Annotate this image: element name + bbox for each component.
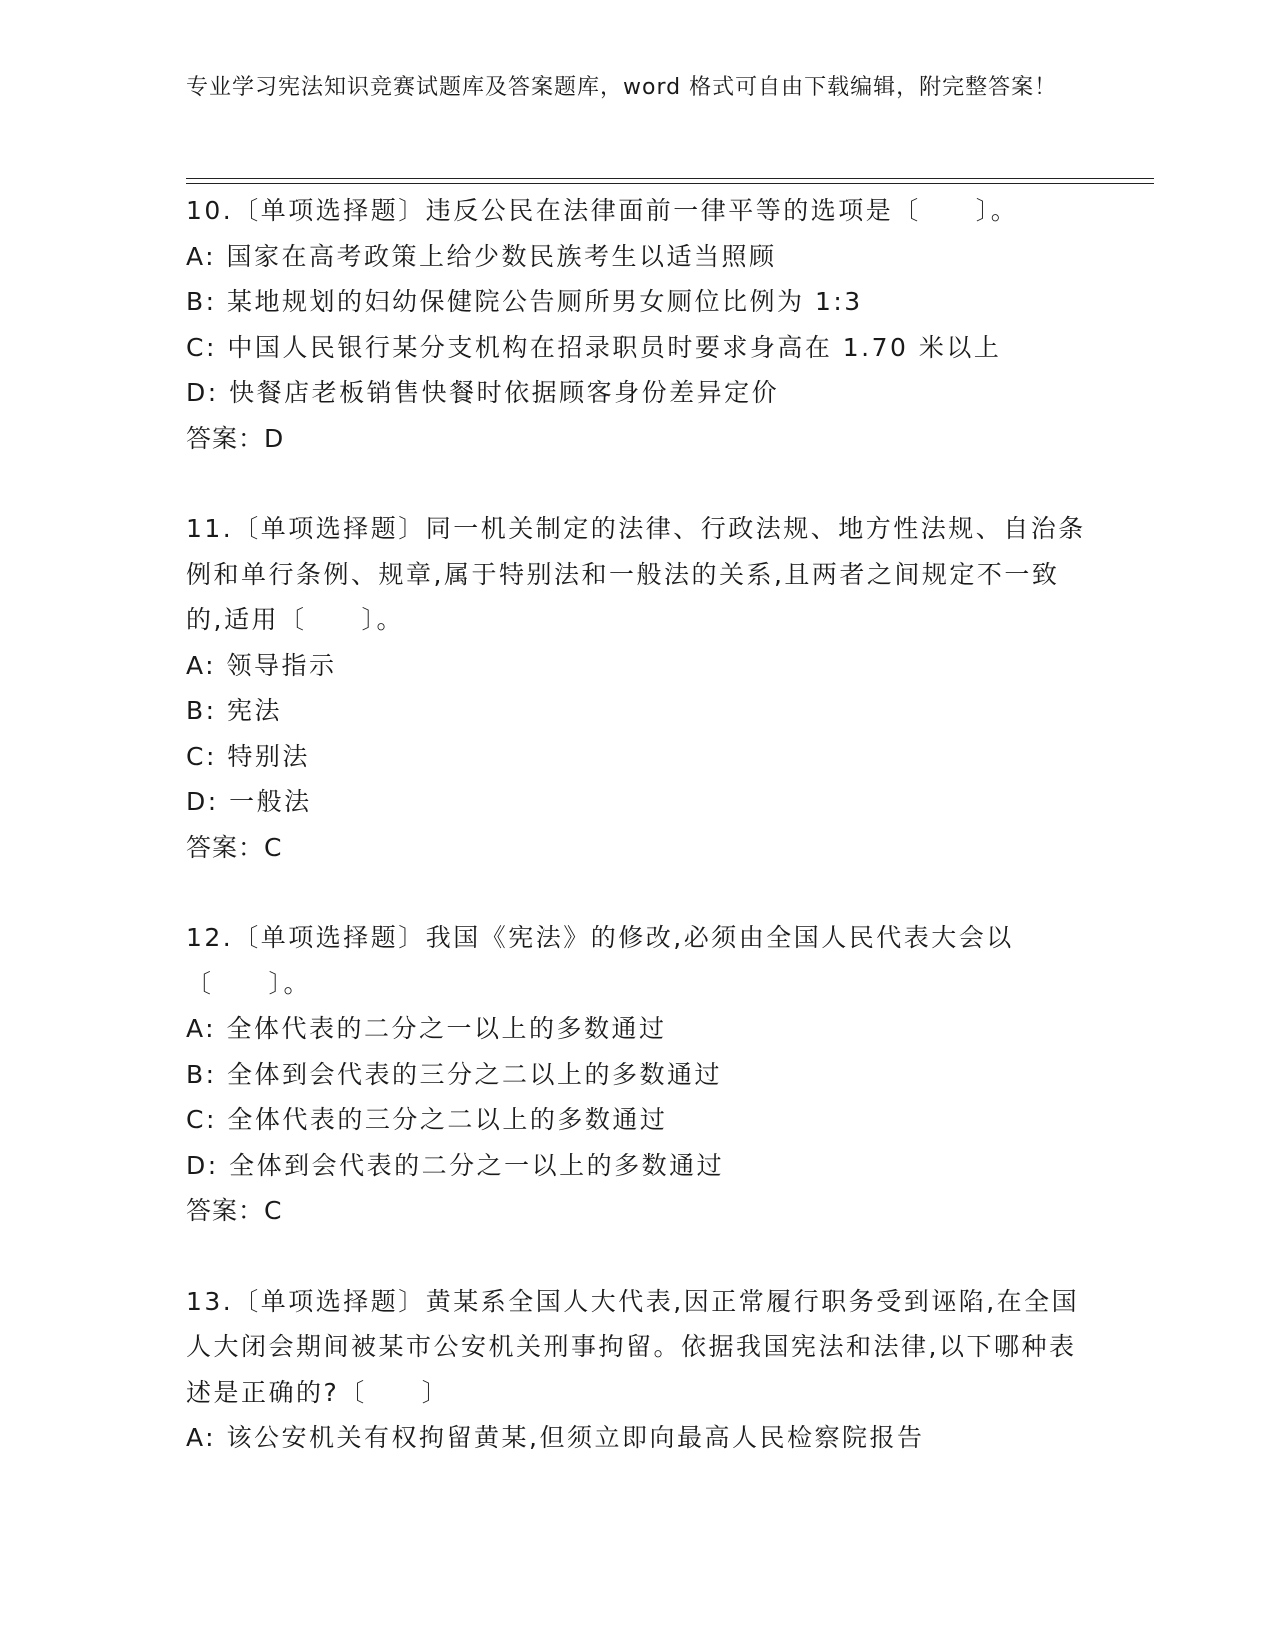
option-a: A: 国家在高考政策上给少数民族考生以适当照顾	[186, 241, 777, 271]
question-stem: 10.〔单项选择题〕违反公民在法律面前一律平等的选项是〔 〕。	[186, 196, 1019, 225]
header-divider-top	[186, 178, 1154, 179]
option-c: C: 特别法	[186, 741, 310, 771]
question-13	[186, 1279, 1086, 1461]
answer-line: 答案：C	[186, 832, 283, 862]
question-12	[186, 915, 1086, 1234]
option-a: A: 该公安机关有权拘留黄某,但须立即向最高人民检察院报告	[186, 1423, 925, 1452]
option-b: B: 某地规划的妇幼保健院公告厕所男女厕位比例为 1:3	[186, 287, 863, 316]
option-d: D: 快餐店老板销售快餐时依据顾客身份差异定价	[186, 378, 780, 407]
question-stem: 13.〔单项选择题〕黄某系全国人大代表,因正常履行职务受到诬陷,在全国人大闭会期间被某市公安机关刑事拘留。依据我国宪法和法律,以下哪种表述是正确的?〔 〕	[186, 1286, 1080, 1407]
option-b: B: 全体到会代表的三分之二以上的多数通过	[186, 1059, 723, 1089]
option-b: B: 宪法	[186, 696, 283, 725]
question-11	[186, 506, 1086, 870]
option-a: A: 全体代表的二分之一以上的多数通过	[186, 1014, 667, 1043]
option-a: A: 领导指示	[186, 650, 337, 680]
question-list	[186, 188, 1086, 1461]
option-c: C: 中国人民银行某分支机构在招录职员时要求身高在 1.70 米以上	[186, 332, 1002, 362]
option-d: D: 全体到会代表的二分之一以上的多数通过	[186, 1150, 725, 1180]
question-10	[186, 188, 1086, 461]
answer-line: 答案：D	[186, 423, 285, 453]
question-stem: 12.〔单项选择题〕我国《宪法》的修改,必须由全国人民代表大会以〔 〕。	[186, 923, 1014, 998]
answer-line: 答案：C	[186, 1196, 283, 1225]
header-divider-bottom	[186, 183, 1154, 184]
question-stem: 11.〔单项选择题〕同一机关制定的法律、行政法规、地方性法规、自治条例和单行条例、规章,属于特别法和一般法的关系,且两者之间规定不一致的,适用〔 〕。	[186, 514, 1086, 634]
document-header: 专业学习宪法知识竞赛试题库及答案题库，word 格式可自由下载编辑，附完整答案！	[186, 75, 1058, 100]
option-d: D: 一般法	[186, 787, 312, 816]
option-c: C: 全体代表的三分之二以上的多数通过	[186, 1105, 668, 1134]
